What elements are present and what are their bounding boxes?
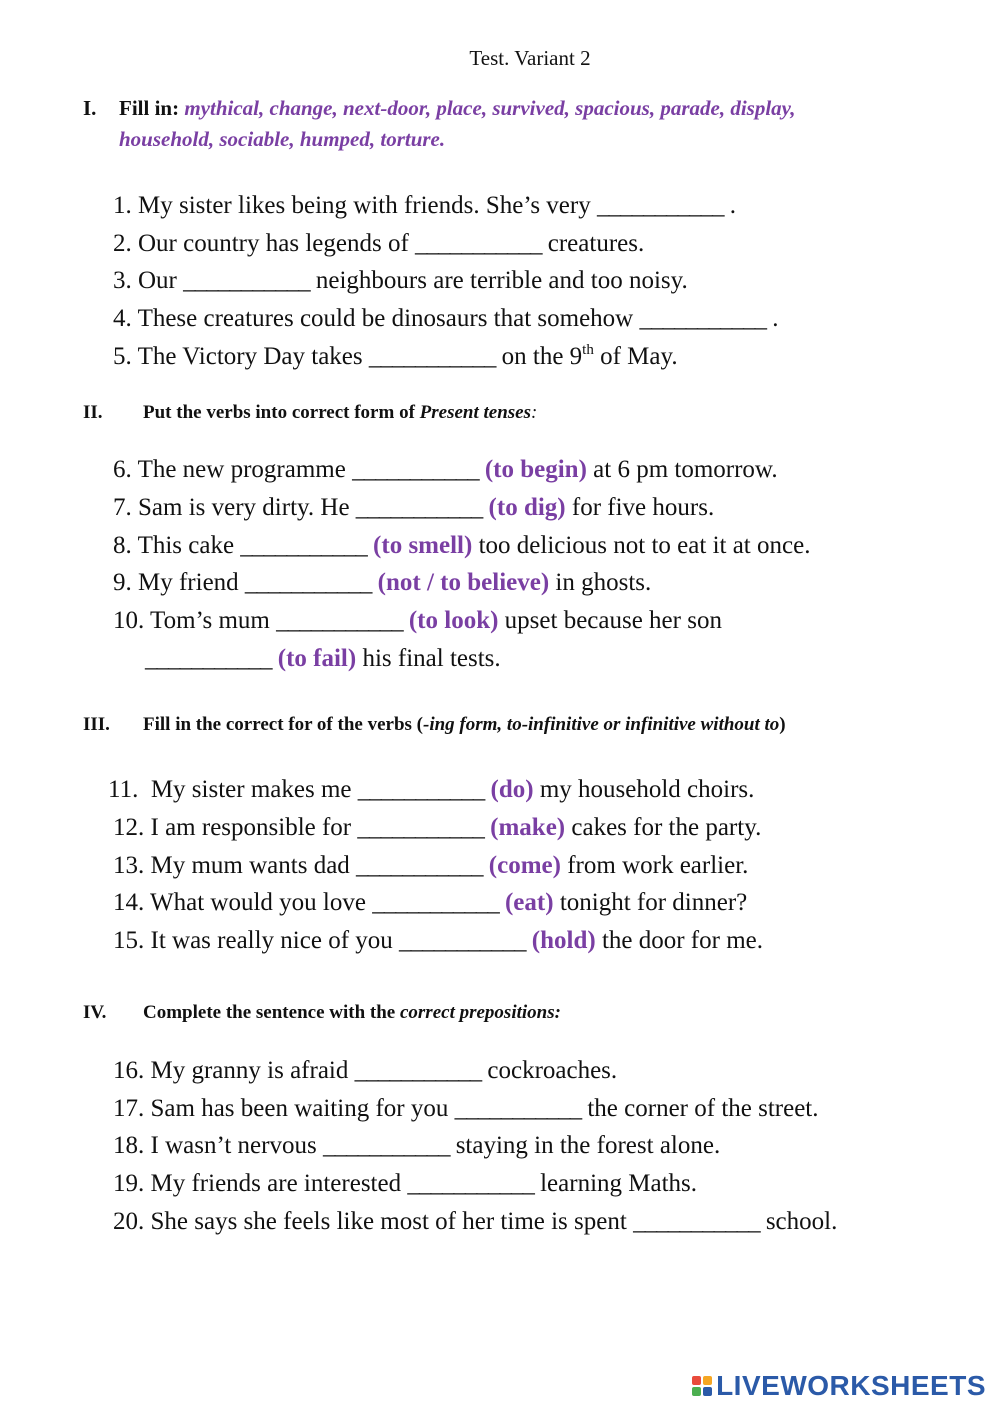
question-7 xyxy=(113,493,714,523)
question-text: These creatures could be dinosaurs that somehow xyxy=(137,305,640,332)
question-text: She says she feels like most of her time is spent xyxy=(144,1208,634,1235)
question-18 xyxy=(113,1131,720,1161)
section-number: III. xyxy=(83,714,110,735)
answer-blank[interactable]: ___________ xyxy=(244,569,372,596)
question-text: . xyxy=(766,305,779,332)
verb-hint: (eat) xyxy=(498,889,554,916)
question-3 xyxy=(113,266,688,296)
answer-blank[interactable]: ___________ xyxy=(276,607,403,634)
word-bank-line-2: household, sociable, humped, torture. xyxy=(119,127,446,151)
section-label-italic: correct prepositions: xyxy=(399,1002,561,1023)
section-number: II. xyxy=(83,402,103,423)
question-text: tonight for dinner? xyxy=(553,889,748,916)
question-text: It was really nice of you xyxy=(144,927,400,954)
question-number: 11. xyxy=(108,776,139,803)
answer-blank[interactable]: ___________ xyxy=(633,1208,760,1235)
question-number: 13. xyxy=(113,852,145,879)
question-text: neighbours are terrible and too noisy. xyxy=(309,267,688,294)
section-1-heading xyxy=(83,96,795,152)
question-number: 5. xyxy=(113,343,132,370)
question-text: of May. xyxy=(593,343,678,370)
verb-hint: (to look) xyxy=(402,607,499,634)
question-text: too delicious not to eat it at once. xyxy=(472,532,811,559)
answer-blank[interactable]: ___________ xyxy=(407,1170,534,1197)
question-9 xyxy=(113,568,651,598)
answer-blank[interactable]: ___________ xyxy=(322,1132,450,1159)
question-13 xyxy=(113,851,748,881)
question-8 xyxy=(113,531,810,561)
question-number: 19. xyxy=(113,1170,145,1197)
answer-blank[interactable]: ___________ xyxy=(356,852,483,879)
question-11 xyxy=(108,775,754,805)
question-text: I am responsible for xyxy=(144,814,358,841)
question-number: 2. xyxy=(113,230,132,257)
superscript: th xyxy=(582,342,594,358)
question-text: The new programme xyxy=(137,456,353,483)
question-text: What would you love xyxy=(144,889,373,916)
question-number: 16. xyxy=(113,1057,145,1084)
section-4-heading xyxy=(83,1002,561,1024)
answer-blank[interactable]: ___________ xyxy=(399,927,526,954)
question-number: 9. xyxy=(113,569,132,596)
logo-text: LIVEWORKSHEETS xyxy=(716,1370,986,1401)
question-text: Our xyxy=(138,267,184,294)
verb-hint: (hold) xyxy=(525,927,596,954)
question-text: school. xyxy=(759,1208,838,1235)
verb-hint: (make) xyxy=(483,814,566,841)
question-text: cakes for the party. xyxy=(565,814,762,841)
question-14 xyxy=(113,888,747,918)
section-number: IV. xyxy=(83,1002,107,1023)
question-text: his final tests. xyxy=(356,645,501,672)
page-title: Test. Variant 2 xyxy=(469,46,591,70)
section-label: Fill in the correct for of the verbs ( xyxy=(143,714,423,735)
question-text: my household choirs. xyxy=(533,776,755,803)
question-text: . xyxy=(723,192,736,219)
section-label-end: : xyxy=(531,402,538,423)
question-number: 4. xyxy=(113,305,132,332)
answer-blank[interactable]: ___________ xyxy=(240,532,367,559)
question-text: from work earlier. xyxy=(560,852,749,879)
verb-hint: (to dig) xyxy=(482,494,566,521)
verb-hint: (to begin) xyxy=(478,456,587,483)
verb-hint: (do) xyxy=(484,776,534,803)
question-text: My granny is afraid xyxy=(144,1057,355,1084)
question-text: in ghosts. xyxy=(549,569,652,596)
answer-blank[interactable]: ___________ xyxy=(368,343,496,370)
question-text: My friend xyxy=(138,569,245,596)
question-number: 15. xyxy=(113,927,145,954)
question-number: 14. xyxy=(113,889,145,916)
question-text: creatures. xyxy=(541,230,645,257)
question-text: at 6 pm tomorrow. xyxy=(586,456,778,483)
question-4 xyxy=(113,304,779,334)
question-number: 17. xyxy=(113,1095,145,1122)
question-16 xyxy=(113,1056,617,1086)
word-bank-line-1: mythical, change, next-door, place, survived, spacious, parade, display, xyxy=(184,96,796,120)
question-12 xyxy=(113,813,761,843)
question-text: the door for me. xyxy=(595,927,763,954)
question-text: staying in the forest alone. xyxy=(449,1132,721,1159)
question-text: I wasn’t nervous xyxy=(144,1132,323,1159)
question-text: learning Maths. xyxy=(533,1170,698,1197)
question-2 xyxy=(113,229,644,259)
section-label: Fill in: xyxy=(119,96,180,120)
question-number: 18. xyxy=(113,1132,145,1159)
section-3-heading xyxy=(83,714,786,736)
question-text: The Victory Day takes xyxy=(137,343,369,370)
question-number: 1. xyxy=(113,192,132,219)
answer-blank[interactable]: ___________ xyxy=(415,230,542,257)
question-text: Tom’s mum xyxy=(144,607,277,634)
question-text: My mum wants dad xyxy=(144,852,357,879)
answer-blank[interactable]: ___________ xyxy=(596,192,724,219)
question-number: 12. xyxy=(113,814,145,841)
question-number: 3. xyxy=(113,267,132,294)
question-number: 7. xyxy=(113,494,132,521)
question-text: My friends are interested xyxy=(144,1170,408,1197)
verb-hint: (to fail) xyxy=(271,645,357,672)
question-1 xyxy=(113,191,736,221)
answer-blank[interactable]: ___________ xyxy=(372,889,499,916)
question-10-continued xyxy=(145,644,501,674)
section-label: Complete the sentence with the xyxy=(143,1002,400,1023)
question-text: Sam has been waiting for you xyxy=(144,1095,455,1122)
logo-grid-icon xyxy=(692,1376,712,1396)
question-number: 10. xyxy=(113,607,145,634)
answer-blank[interactable]: ___________ xyxy=(352,456,479,483)
question-10 xyxy=(113,606,722,636)
section-label-end: ) xyxy=(779,714,786,735)
answer-blank[interactable]: ___________ xyxy=(183,267,310,294)
question-text: My sister likes being with friends. She’s very xyxy=(138,192,597,219)
question-text: the corner of the street. xyxy=(581,1095,819,1122)
question-text: on the 9 xyxy=(495,343,583,370)
section-label-italic: Present tenses xyxy=(419,402,532,423)
verb-hint: (to smell) xyxy=(366,532,473,559)
question-6 xyxy=(113,455,778,485)
answer-blank[interactable]: ___________ xyxy=(354,1057,482,1084)
section-number: I. xyxy=(83,96,97,120)
section-label-italic: -ing form, to-infinitive or infinitive without to xyxy=(423,714,780,735)
question-text: Sam is very dirty. He xyxy=(138,494,356,521)
section-label: Put the verbs into correct form of xyxy=(143,402,420,423)
liveworksheets-logo[interactable] xyxy=(692,1370,986,1402)
answer-blank[interactable]: ___________ xyxy=(355,494,483,521)
question-17 xyxy=(113,1094,819,1124)
section-2-heading xyxy=(83,402,537,424)
question-number: 6. xyxy=(113,456,132,483)
question-text: This cake xyxy=(137,532,241,559)
question-text: My sister makes me xyxy=(138,776,358,803)
question-text: cockroaches. xyxy=(481,1057,618,1084)
answer-blank[interactable]: ___________ xyxy=(145,645,272,672)
question-number: 20. xyxy=(113,1208,145,1235)
question-text: for five hours. xyxy=(565,494,715,521)
question-5 xyxy=(113,342,678,372)
question-15 xyxy=(113,926,763,956)
verb-hint: (come) xyxy=(482,852,561,879)
question-19 xyxy=(113,1169,697,1199)
question-text: Our country has legends of xyxy=(138,230,416,257)
question-number: 8. xyxy=(113,532,132,559)
verb-hint: (not / to believe) xyxy=(371,569,550,596)
question-text: upset because her son xyxy=(498,607,722,634)
answer-blank[interactable]: ___________ xyxy=(357,776,485,803)
answer-blank[interactable]: ___________ xyxy=(639,305,766,332)
question-20 xyxy=(113,1207,837,1237)
answer-blank[interactable]: ___________ xyxy=(357,814,484,841)
answer-blank[interactable]: ___________ xyxy=(454,1095,582,1122)
